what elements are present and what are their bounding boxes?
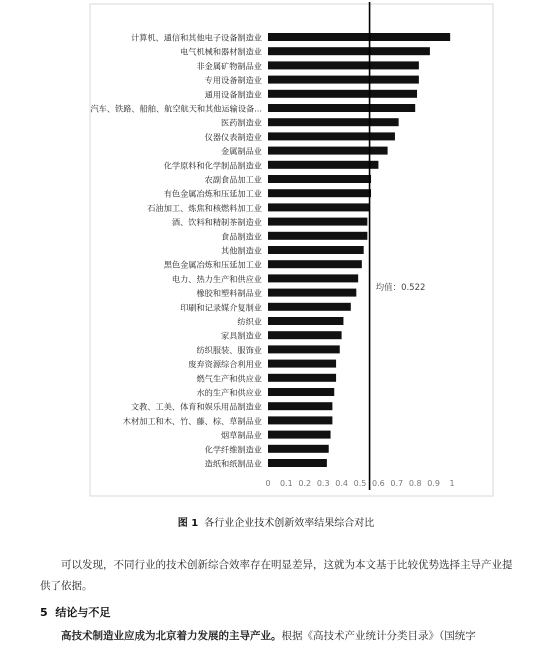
category-label: 黑色金属冶炼和压延加工业 xyxy=(163,259,262,270)
category-label: 印刷和记录媒介复制业 xyxy=(180,302,262,313)
x-tick-label: 0.7 xyxy=(390,479,404,488)
paragraph-2-text: 根据《高技术产业统计分类目录》（国统字 xyxy=(281,630,476,642)
category-label: 燃气生产和供应业 xyxy=(196,373,262,384)
bar xyxy=(268,218,367,226)
category-label: 废弃资源综合利用业 xyxy=(188,359,262,370)
x-tick-label: 0.6 xyxy=(372,479,385,488)
figure-caption xyxy=(0,514,552,529)
x-tick-label: 0 xyxy=(265,479,271,488)
category-label: 电气机械和器材制造业 xyxy=(180,46,262,57)
section-heading xyxy=(40,604,110,620)
category-label: 计算机、通信和其他电子设备制造业 xyxy=(130,32,262,43)
category-label: 造纸和纸制品业 xyxy=(204,458,262,469)
bar xyxy=(268,132,395,140)
bar xyxy=(268,331,342,339)
bar xyxy=(268,303,351,311)
bar xyxy=(268,374,336,382)
bar xyxy=(268,118,399,126)
category-label: 石油加工、炼焦和核燃料加工业 xyxy=(147,202,262,213)
category-label: 金属制品业 xyxy=(221,146,262,157)
figure-number: 图 1 xyxy=(177,518,199,529)
category-label: 家具制造业 xyxy=(221,330,262,341)
category-label: 有色金属冶炼和压延加工业 xyxy=(163,188,262,199)
x-tick-label: 0.8 xyxy=(408,479,422,488)
bar xyxy=(268,90,417,98)
category-label: 化学纤维制造业 xyxy=(204,444,262,455)
mean-label: 均值：0.522 xyxy=(375,283,426,293)
category-label: 其他制造业 xyxy=(221,245,262,256)
bar xyxy=(268,47,430,55)
x-tick-label: 1 xyxy=(449,479,455,488)
bar xyxy=(268,33,450,41)
bar xyxy=(268,445,329,453)
bar xyxy=(268,274,358,282)
paragraph-1: 可以发现，不同行业的技术创新综合效率存在明显差异，这就为本文基于比较优势选择主导产业提供了依据。 xyxy=(40,559,513,592)
category-label: 农副食品加工业 xyxy=(204,174,262,185)
bar xyxy=(268,76,419,84)
category-label: 木材加工和木、竹、藤、棕、草制品业 xyxy=(122,415,262,426)
category-label: 食品制造业 xyxy=(221,231,262,242)
category-label: 纺织服装、服饰业 xyxy=(196,344,262,355)
section-number: 5 xyxy=(40,606,48,619)
category-label: 化学原料和化学制品制造业 xyxy=(163,160,262,171)
section-title: 结论与不足 xyxy=(55,606,111,619)
figure-caption-text: 各行业企业技术创新效率结果综合对比 xyxy=(204,518,375,529)
bar xyxy=(268,289,356,297)
x-tick-label: 0.3 xyxy=(316,479,330,488)
category-label: 通用设备制造业 xyxy=(204,89,262,100)
bar xyxy=(268,459,327,467)
bar xyxy=(268,317,343,325)
bar xyxy=(268,246,364,254)
bar xyxy=(268,360,336,368)
bar xyxy=(268,189,371,197)
paragraph-2 xyxy=(40,626,520,647)
bar xyxy=(268,345,340,353)
category-label: 橡胶和塑料制品业 xyxy=(196,288,262,299)
bar xyxy=(268,260,362,268)
category-label: 非金属矿物制品业 xyxy=(196,60,262,71)
bar xyxy=(268,431,331,439)
bar xyxy=(268,232,367,240)
category-label: 仪器仪表制造业 xyxy=(204,131,262,142)
bar xyxy=(268,402,332,410)
bar xyxy=(268,416,332,424)
bar xyxy=(268,61,419,69)
category-label: 汽车、铁路、船舶、航空航天和其他运输设备... xyxy=(90,103,262,114)
category-label: 电力、热力生产和供应业 xyxy=(171,273,262,284)
category-label: 医药制造业 xyxy=(221,117,262,128)
x-tick-label: 0.5 xyxy=(353,479,367,488)
bar xyxy=(268,203,369,211)
paragraph-2-bold: 高技术制造业应成为北京着力发展的主导产业。 xyxy=(61,630,282,642)
x-tick-label: 0.4 xyxy=(335,479,348,488)
bar xyxy=(268,104,415,112)
category-label: 酒、饮料和精制茶制造业 xyxy=(171,217,262,228)
bar xyxy=(268,175,371,183)
category-label: 专用设备制造业 xyxy=(204,75,262,86)
x-tick-label: 0.2 xyxy=(298,479,312,488)
category-label: 烟草制品业 xyxy=(221,430,262,441)
x-tick-label: 0.9 xyxy=(427,479,440,488)
bar xyxy=(268,388,334,396)
category-label: 文教、工美、体育和娱乐用品制造业 xyxy=(130,401,262,412)
category-label: 纺织业 xyxy=(237,316,262,327)
bar xyxy=(268,161,378,169)
category-label: 水的生产和供应业 xyxy=(196,387,262,398)
x-tick-label: 0.1 xyxy=(280,479,293,488)
